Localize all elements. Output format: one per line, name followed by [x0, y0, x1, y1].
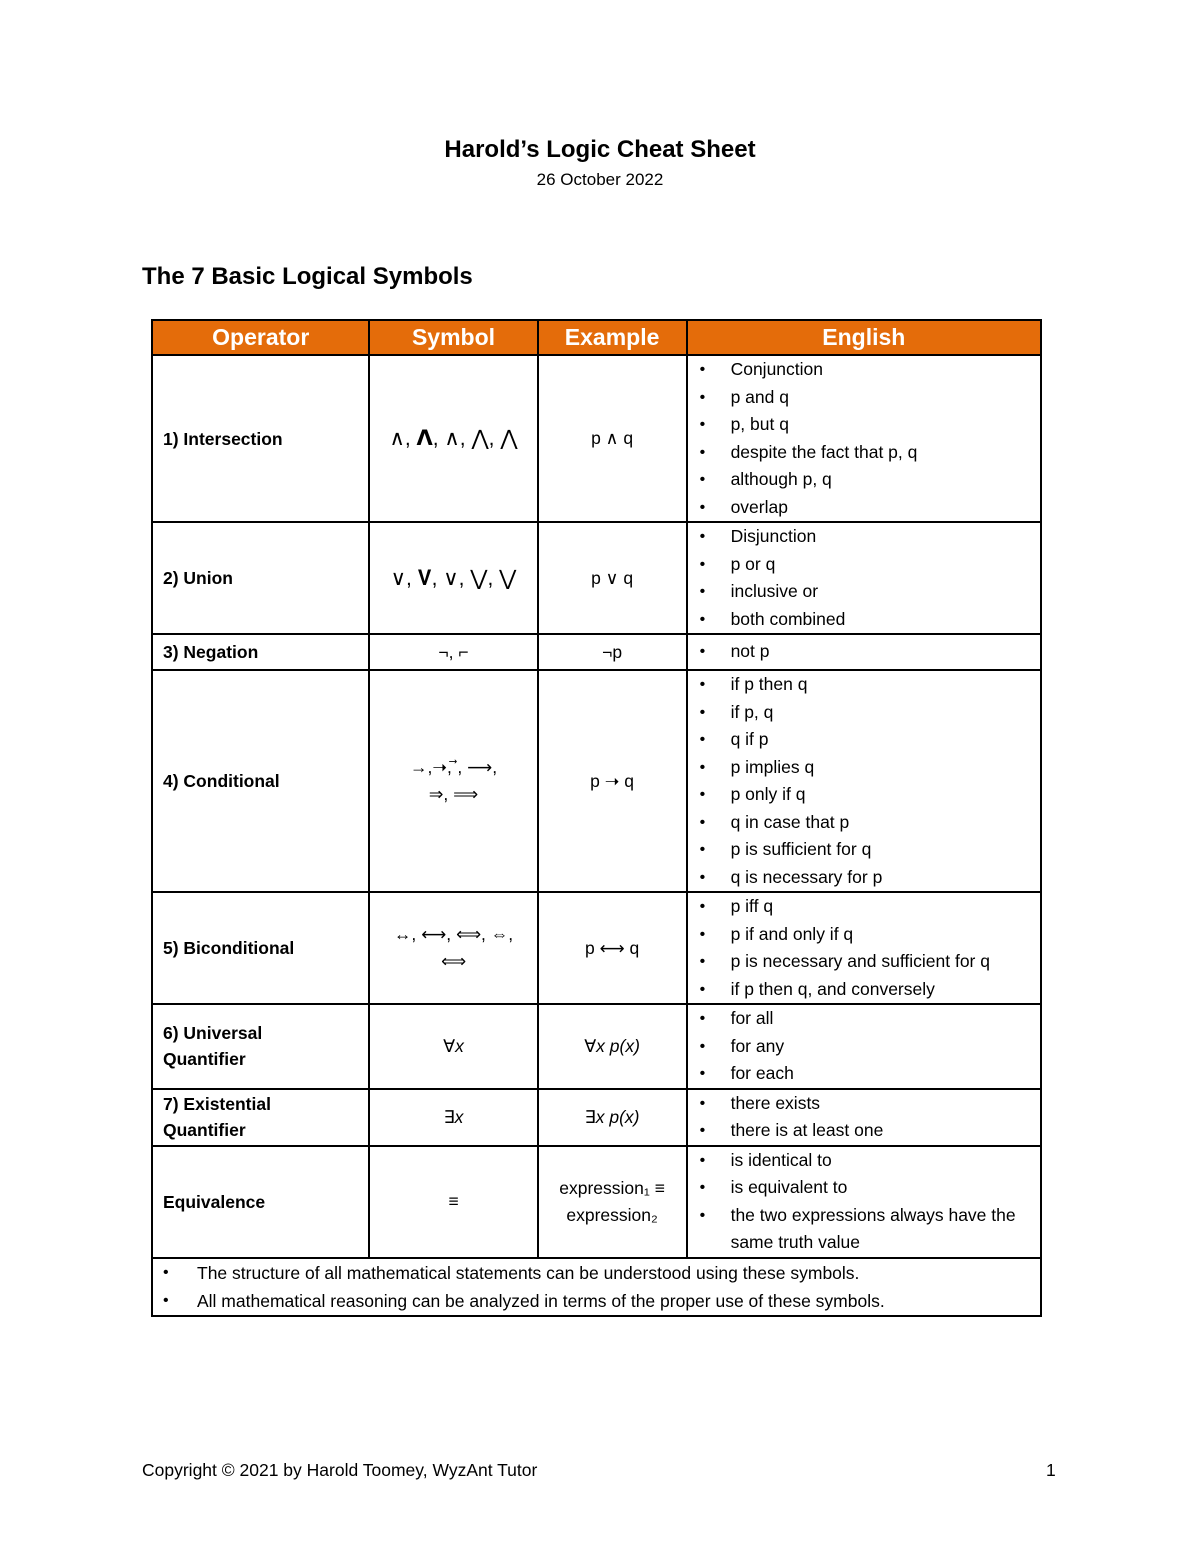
list-item: • p implies q	[688, 754, 1040, 782]
english-cell	[687, 1089, 1041, 1146]
footer-notes-list	[153, 1259, 1040, 1315]
example-cell: p ∧ q	[538, 355, 687, 522]
page-title: Harold’s Logic Cheat Sheet	[444, 136, 756, 163]
table-footer-row	[152, 1258, 1041, 1316]
list-item: • q in case that p	[688, 809, 1040, 837]
list-item: • p only if q	[688, 781, 1040, 809]
english-cell	[687, 355, 1041, 522]
english-list	[688, 356, 1040, 521]
symbol-line: ⟺	[440, 951, 467, 971]
symbol-cell: ≡	[369, 1146, 537, 1258]
example-cell: p ➝ q	[538, 670, 687, 892]
english-cell	[687, 634, 1041, 670]
list-item: • The structure of all mathematical statements can be understood using these symbols.	[153, 1259, 1040, 1287]
list-item: • if p then q	[688, 671, 1040, 699]
symbol-cell: ¬, ⌐	[369, 634, 537, 670]
english-list	[688, 638, 1040, 666]
table-row	[152, 634, 1041, 670]
english-list	[688, 523, 1040, 633]
header-operator: Operator	[152, 320, 369, 355]
english-list	[688, 671, 1040, 891]
symbol-cell: ∨, 𝐕, ∨, ⋁, ⋁	[369, 522, 537, 634]
operator-cell: 2) Union	[152, 522, 369, 634]
operator-cell: 3) Negation	[152, 634, 369, 670]
list-item: • for any	[688, 1033, 1040, 1061]
table-header-row	[152, 320, 1041, 355]
english-list	[688, 893, 1040, 1003]
list-item: • inclusive or	[688, 578, 1040, 606]
example-cell	[538, 1146, 687, 1258]
example-cell: ∃x p(x)	[538, 1089, 687, 1146]
operator-line: Quantifier	[163, 1049, 246, 1070]
header-symbol: Symbol	[369, 320, 537, 355]
page-number: 1	[1046, 1460, 1056, 1480]
symbol-cell: ∧, 𝝠, ∧, ⋀, ⋀	[369, 355, 537, 522]
header-example: Example	[538, 320, 687, 355]
operator-cell	[152, 1004, 369, 1089]
list-item: • not p	[688, 638, 1040, 666]
table-row	[152, 670, 1041, 892]
list-item: • p if and only if q	[688, 921, 1040, 949]
example-cell: ∀x p(x)	[538, 1004, 687, 1089]
list-item: • for each	[688, 1060, 1040, 1088]
page-date: 26 October 2022	[536, 170, 664, 189]
example-cell: p ∨ q	[538, 522, 687, 634]
list-item: • p iff q	[688, 893, 1040, 921]
operator-line: 6) Universal	[163, 1023, 263, 1044]
logic-symbols-table	[151, 319, 1042, 1317]
list-item: • overlap	[688, 494, 1040, 522]
list-item: • there is at least one	[688, 1117, 1040, 1145]
list-item: • p and q	[688, 384, 1040, 412]
table-row	[152, 355, 1041, 522]
symbol-cell: ∀x	[369, 1004, 537, 1089]
list-item: • is identical to	[688, 1147, 1040, 1175]
operator-cell: Equivalence	[152, 1146, 369, 1258]
example-line: expression₁ ≡	[559, 1177, 665, 1198]
copyright-footer: Copyright © 2021 by Harold Toomey, WyzAnt Tutor	[142, 1460, 538, 1480]
list-item: • q is necessary for p	[688, 864, 1040, 892]
list-item: • there exists	[688, 1090, 1040, 1118]
example-line: expression₂	[566, 1204, 658, 1225]
list-item: • p is necessary and sufficient for q	[688, 948, 1040, 976]
header-english: English	[687, 320, 1041, 355]
table-row	[152, 1089, 1041, 1146]
list-item: • p is sufficient for q	[688, 836, 1040, 864]
english-list	[688, 1147, 1040, 1257]
symbol-cell: ∃x	[369, 1089, 537, 1146]
english-cell	[687, 1004, 1041, 1089]
operator-line: 7) Existential	[163, 1094, 271, 1114]
symbol-cell	[369, 892, 537, 1004]
english-cell	[687, 1146, 1041, 1258]
section-heading: The 7 Basic Logical Symbols	[142, 263, 473, 290]
operator-cell: 5) Biconditional	[152, 892, 369, 1004]
list-item: • p or q	[688, 551, 1040, 579]
list-item: • is equivalent to	[688, 1174, 1040, 1202]
list-item: • both combined	[688, 606, 1040, 634]
list-item: • All mathematical reasoning can be analyzed in terms of the proper use of these symbols.	[153, 1287, 1040, 1315]
list-item: • q if p	[688, 726, 1040, 754]
english-list	[688, 1005, 1040, 1088]
list-item: • Conjunction	[688, 356, 1040, 384]
table-row	[152, 1146, 1041, 1258]
list-item: • if p, q	[688, 699, 1040, 727]
symbol-line: ⇒, ⟹	[428, 784, 479, 804]
english-cell	[687, 670, 1041, 892]
list-item: • if p then q, and conversely	[688, 976, 1040, 1004]
list-item: • the two expressions always have the same truth value	[688, 1202, 1040, 1257]
english-cell	[687, 522, 1041, 634]
english-cell	[687, 892, 1041, 1004]
operator-cell	[152, 1089, 369, 1146]
footer-notes-cell	[152, 1258, 1041, 1316]
table-row	[152, 522, 1041, 634]
list-item: • p, but q	[688, 411, 1040, 439]
list-item: • despite the fact that p, q	[688, 439, 1040, 467]
symbol-line: ↔, ⟷, ⟺, ⇔,	[393, 924, 514, 944]
example-cell: p ⟷ q	[538, 892, 687, 1004]
list-item: • although p, q	[688, 466, 1040, 494]
symbol-cell	[369, 670, 537, 892]
symbol-line: →,➝, ⃗, ⟶,	[409, 757, 498, 777]
list-item: • Disjunction	[688, 523, 1040, 551]
example-cell: ¬p	[538, 634, 687, 670]
table-row	[152, 1004, 1041, 1089]
operator-cell: 1) Intersection	[152, 355, 369, 522]
list-item: • for all	[688, 1005, 1040, 1033]
operator-cell: 4) Conditional	[152, 670, 369, 892]
operator-line: Quantifier	[163, 1120, 246, 1140]
english-list	[688, 1090, 1040, 1145]
table-row	[152, 892, 1041, 1004]
